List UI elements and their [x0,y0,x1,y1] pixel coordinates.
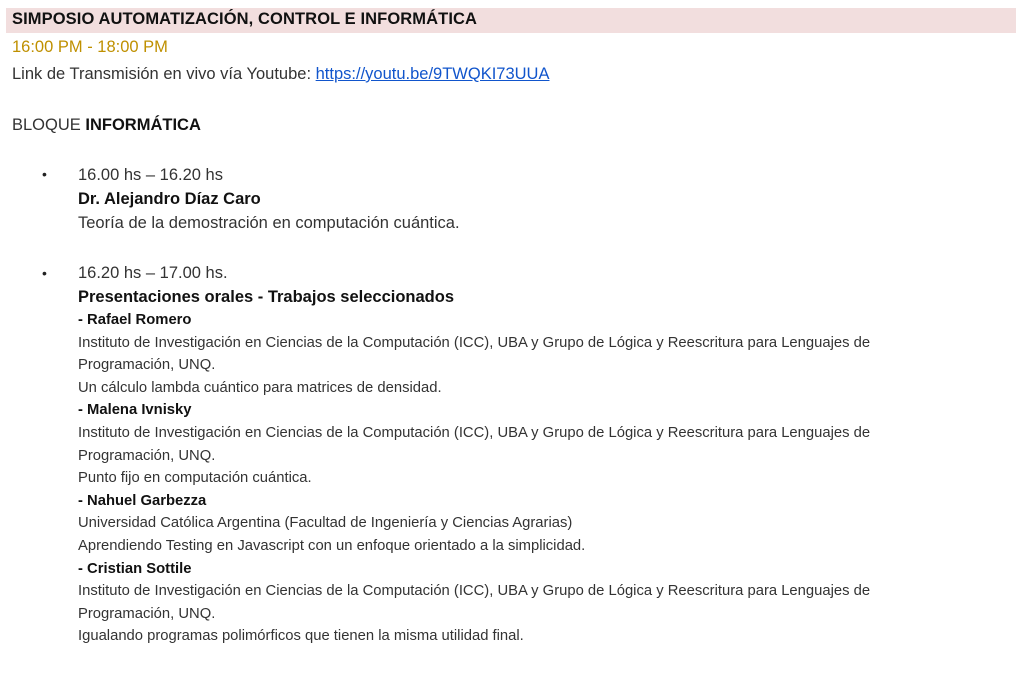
item-heading: Presentaciones orales - Trabajos seleccionados [78,288,455,306]
presentation-title: Un cálculo lambda cuántico para matrices de densidad. [78,379,442,396]
presentation-title: Punto fijo en computación cuántica. [78,470,312,487]
item-speaker: Dr. Alejandro Díaz Caro [78,190,261,208]
presenter-name: - Cristian Sottile [78,560,192,577]
schedule-item-2 [78,261,1013,648]
presentation-title: Igualando programas polimórficos que tienen la misma utilidad final. [78,628,524,645]
stream-line [12,65,549,84]
presenter-affiliation-cont: Programación, UNQ. [78,447,216,464]
presentation-4 [78,558,1013,648]
block-prefix: BLOQUE [12,116,81,134]
presentation-2 [78,399,1013,489]
presenter-affiliation: Instituto de Investigación en Ciencias de la Computación (ICC), UBA y Grupo de Lógica y Reescritura para Lenguajes de [78,424,871,441]
schedule-item-1 [78,163,1013,235]
item-topic: Teoría de la demostración en computación cuántica. [78,214,460,232]
presenter-affiliation: Instituto de Investigación en Ciencias de la Computación (ICC), UBA y Grupo de Lógica y Reescritura para Lenguajes de [78,583,871,600]
stream-label: Link de Transmisión en vivo vía Youtube: [12,65,312,83]
presenter-affiliation: Instituto de Investigación en Ciencias de la Computación (ICC), UBA y Grupo de Lógica y Reescritura para Lenguajes de [78,334,871,351]
block-name: INFORMÁTICA [85,116,201,134]
item-time: 16.20 hs – 17.00 hs. [78,264,228,282]
presentation-1 [78,309,1013,399]
youtube-link[interactable]: https://youtu.be/9TWQKI73UUA [315,65,550,83]
session-time: 16:00 PM - 18:00 PM [12,38,168,56]
symposium-title: SIMPOSIO AUTOMATIZACIÓN, CONTROL E INFORMÁTICA [12,10,478,28]
presenter-name: - Nahuel Garbezza [78,492,207,509]
bullet-icon: • [42,166,47,182]
block-heading [12,116,201,135]
presentation-3 [78,490,1013,558]
presenter-affiliation: Universidad Católica Argentina (Facultad de Ingeniería y Ciencias Agrarias) [78,515,573,532]
presenter-name: - Malena Ivnisky [78,402,192,419]
presenter-name: - Rafael Romero [78,312,192,328]
presenter-affiliation-cont: Programación, UNQ. [78,357,216,374]
presenter-affiliation-cont: Programación, UNQ. [78,605,216,622]
bullet-icon: • [42,265,47,281]
item-time: 16.00 hs – 16.20 hs [78,166,223,184]
presentation-title: Aprendiendo Testing en Javascript con un enfoque orientado a la simplicidad. [78,537,586,554]
